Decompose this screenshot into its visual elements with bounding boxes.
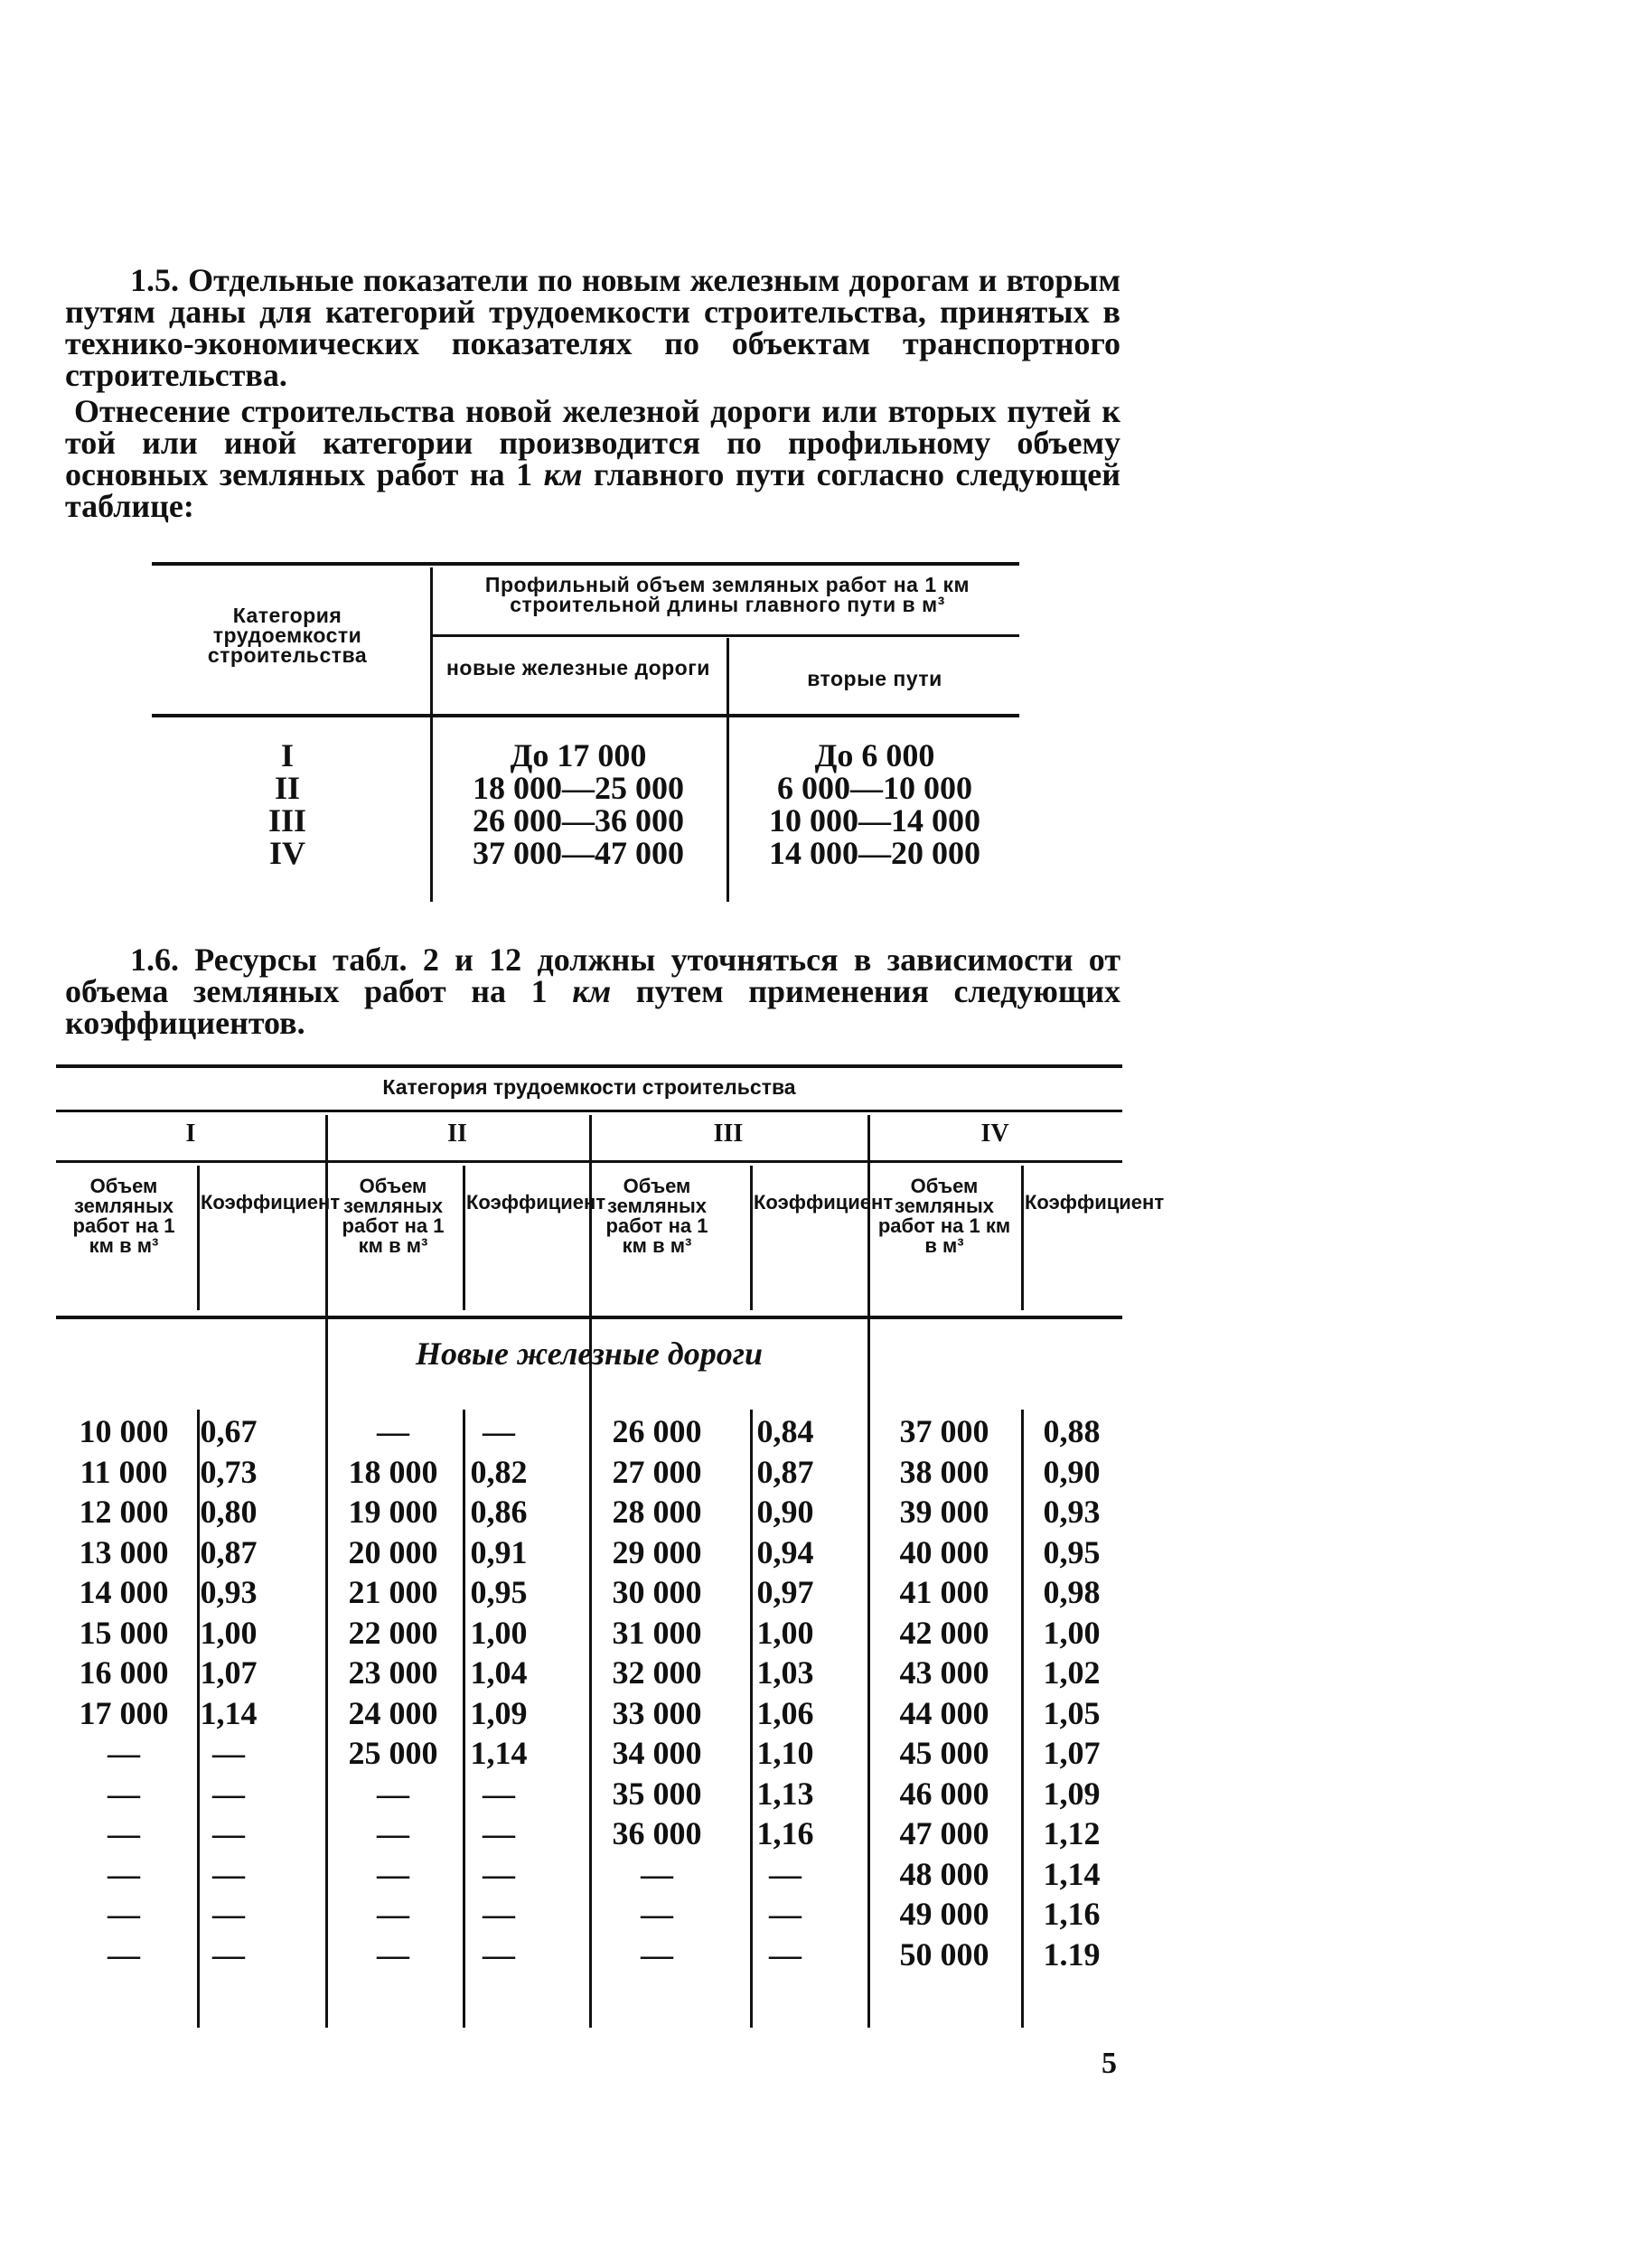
table2-column-divider [1021,1166,1024,1310]
table2-coefficient-cell: 0,88 [1043,1413,1101,1449]
table2-coefficient-cell: 1,02 [1043,1654,1101,1691]
table2-volume-cell: 25 000 [348,1735,438,1771]
table2-coefficient-cell: — [483,1413,515,1449]
table2-volume-cell: 21 000 [348,1574,438,1610]
table2-volume-cell: — [108,1855,140,1892]
table2-coefficient-cell: 1,14 [1043,1855,1101,1892]
table-rule [152,562,1019,566]
table2-volume-cell: 37 000 [899,1413,989,1449]
table2-volume-cell: 42 000 [899,1614,989,1651]
table2-volume-cell: 38 000 [899,1453,989,1490]
table2-volume-cell: 12 000 [79,1494,169,1530]
table2-coefficient-cell: 1,10 [756,1735,814,1771]
table2-coefficient-header: Коэффициент [201,1191,341,1214]
table2-coefficient-cell: — [212,1775,245,1812]
table-column-divider [430,567,433,902]
table2-volume-cell: 24 000 [348,1694,438,1731]
table2-volume-cell: 22 000 [348,1614,438,1651]
table2-coefficient-cell: — [483,1935,515,1973]
table2-volume-cell: 23 000 [348,1654,438,1691]
table2-volume-cell: 13 000 [79,1533,169,1570]
table2-volume-cell: 14 000 [79,1574,169,1610]
table2-volume-cell: — [641,1896,673,1932]
table2-coefficient-cell: 1,12 [1043,1815,1101,1851]
table2-volume-cell: 33 000 [612,1694,702,1731]
table2-coefficient-cell: 0,90 [756,1494,814,1530]
table2-volume-header: Объем земляных работ на 1 км в м³ [72,1175,175,1257]
header-second-tracks: вторые пути [807,667,942,690]
table1-category-cell: III [267,802,307,839]
table1-category-cell: IV [268,835,305,871]
table2-volume-cell: 32 000 [612,1654,702,1691]
table2-volume-cell: 48 000 [899,1855,989,1892]
table2-volume-cell: 36 000 [612,1815,702,1851]
table2-coefficient-cell: 0,82 [470,1453,528,1490]
table-rule [56,1110,1122,1112]
table2-volume-cell: 17 000 [79,1694,169,1731]
table2-coefficient-cell: 0,90 [1043,1453,1101,1490]
table2-volume-cell: 47 000 [899,1815,989,1851]
table2-volume-cell: 43 000 [899,1654,989,1691]
table1-new-roads-cell: До 17 000 [510,737,647,773]
table2-volume-cell: 44 000 [899,1694,989,1731]
table2-volume-cell: 35 000 [612,1775,702,1812]
table2-coefficient-cell: — [483,1775,515,1812]
table2-volume-header: Объем земляных работ на 1 км в м³ [877,1175,1011,1257]
table-rule [56,1064,1122,1068]
table2-volume-cell: — [108,1935,140,1973]
table2-coefficient-cell: 0,86 [470,1494,528,1530]
table2-coefficient-cell: 0,91 [470,1533,528,1570]
table-rule [152,714,1019,717]
table2-volume-cell: — [377,1896,409,1932]
table2-column-divider [750,1166,753,1310]
table2-coefficient-cell: 1,00 [200,1614,258,1651]
table2-coefficient-cell: 1,09 [470,1694,528,1731]
header-category: Категория трудоемкости строительства [207,604,368,667]
table2-coefficient-cell: — [483,1855,515,1892]
table2-coefficient-cell: 0,73 [200,1453,258,1490]
table2-volume-cell: 27 000 [612,1453,702,1490]
table2-coefficient-cell: 1,07 [1043,1735,1101,1771]
table1-new-roads-cell: 26 000—36 000 [473,802,684,839]
table1-second-tracks-cell: 14 000—20 000 [769,835,980,871]
table2-volume-header: Объем земляных работ на 1 км в м³ [605,1175,708,1257]
paragraph-1-5-continued [65,393,1121,524]
table2-volume-cell: — [377,1775,409,1812]
table2-coefficient-cell: 1,09 [1043,1775,1101,1812]
table2-coefficient-cell: 1,14 [200,1694,258,1731]
table1-category-cell: I [280,737,294,773]
table2-volume-cell: — [377,1413,409,1449]
table2-volume-cell: 10 000 [79,1413,169,1449]
table-column-divider [727,638,729,902]
table2-volume-cell: — [108,1775,140,1812]
p3-text-a: 1.6. Ресурсы табл. 2 и 12 должны уточняться в зависимости от объема земляных работ на 1 [65,942,1120,1009]
table2-coefficient-cell: 1,16 [1043,1896,1101,1932]
p2-text-b: главного пути согласно следующей таблице: [65,456,1121,524]
table2-volume-cell: — [377,1815,409,1851]
table2-coefficient-cell: 1,03 [756,1654,814,1691]
table1-second-tracks-cell: 10 000—14 000 [769,802,980,839]
table2-volume-cell: 16 000 [79,1654,169,1691]
table1-second-tracks-cell: До 6 000 [814,737,935,773]
table2-volume-cell: 49 000 [899,1896,989,1932]
p2-unit-km: км [543,456,583,492]
table2-coefficient-cell: — [483,1896,515,1932]
table2-coefficient-cell: 0,98 [1043,1574,1101,1610]
table2-category-label: II [447,1120,467,1148]
table2-coefficient-cell: 0,97 [756,1574,814,1610]
table2-coefficient-cell: 1,16 [756,1815,814,1851]
table2-volume-cell: 26 000 [612,1413,702,1449]
p3-unit-km: км [572,973,612,1009]
table2-volume-cell: 29 000 [612,1533,702,1570]
table2-coefficient-cell: — [212,1896,245,1932]
table2-coefficient-cell: 0,80 [200,1494,258,1530]
table2-coefficient-cell: 1,00 [470,1614,528,1651]
table2-coefficient-cell: — [212,1935,245,1973]
table2-coefficient-cell: 0,67 [200,1413,258,1449]
p3-text-b: путем применения следующих коэффициентов. [65,973,1120,1041]
table2-volume-cell: 45 000 [899,1735,989,1771]
table1-new-roads-cell: 37 000—47 000 [473,835,684,871]
table2-coefficient-cell: 1,00 [756,1614,814,1651]
table2-coefficient-header: Коэффициент [754,1191,894,1214]
table2-volume-cell: 40 000 [899,1533,989,1570]
table2-coefficient-cell: 0,95 [1043,1533,1101,1570]
table2-coefficient-cell: 1,07 [200,1654,258,1691]
paragraph-1-5: 1.5. Отдельные показатели по новым железным дорогам и вторым путям даны для категорий трудоемкости строительства, принятых в технико-экономических показателях по объектам транспортного строительства. [65,262,1120,393]
table2-volume-cell: — [108,1896,140,1932]
table2-volume-cell: — [377,1935,409,1973]
table2-volume-cell: — [377,1855,409,1892]
table2-volume-cell: 34 000 [612,1735,702,1771]
page-number: 5 [1102,2047,1117,2080]
table2-volume-cell: 18 000 [348,1453,438,1490]
table2-category-label: I [185,1120,196,1148]
table2-header: Категория трудоемкости строительства [382,1075,796,1099]
table2-coefficient-cell: 0,93 [1043,1494,1101,1530]
table2-category-label: IV [980,1120,1009,1148]
table2-coefficient-cell: 1,00 [1043,1614,1101,1651]
table2-coefficient-cell: — [212,1855,245,1892]
table2-coefficient-cell: — [483,1815,515,1851]
table2-volume-cell: 15 000 [79,1614,169,1651]
table2-column-divider [197,1166,200,1310]
table2-coefficient-cell: 0,95 [470,1574,528,1610]
table2-coefficient-cell: 1,14 [470,1735,528,1771]
paragraph-1-6 [65,944,1120,1039]
table2-volume-cell: 30 000 [612,1574,702,1610]
table2-coefficient-cell: 1,06 [756,1694,814,1731]
table2-coefficient-cell: — [769,1935,802,1973]
table2-coefficient-header: Коэффициент [466,1191,606,1214]
table2-volume-cell: 31 000 [612,1614,702,1651]
table2-coefficient-cell: — [212,1735,245,1771]
table2-volume-cell: 28 000 [612,1494,702,1530]
table2-coefficient-cell: 0,87 [200,1533,258,1570]
table2-coefficient-cell: — [212,1815,245,1851]
p2-text-a: Отнесение строительства новой железной дороги или вторых путей к той или иной категории производится по профильному объему основных земляных работ на 1 [65,393,1120,492]
table2-volume-cell: — [108,1735,140,1771]
table1-category-cell: II [274,770,301,806]
table2-coefficient-cell: — [769,1855,802,1892]
table2-coefficient-cell: 1.19 [1043,1935,1101,1973]
table2-coefficient-cell: 1,13 [756,1775,814,1812]
table2-coefficient-cell: 0,94 [756,1533,814,1570]
table2-coefficient-cell: 0,84 [756,1413,814,1449]
coefficient-table [56,1064,1165,2031]
section-title-new-roads: Новые железные дороги [415,1335,764,1372]
table2-coefficient-header: Коэффициент [1025,1191,1165,1214]
table2-coefficient-cell: 1,04 [470,1654,528,1691]
header-volume: Профильный объем земляных работ на 1 км строительной длины главного пути в м³ [484,573,970,616]
table2-volume-cell: 20 000 [348,1533,438,1570]
table2-volume-header: Объем земляных работ на 1 км в м³ [342,1175,445,1257]
table2-volume-cell: 39 000 [899,1494,989,1530]
table2-volume-cell: 41 000 [899,1574,989,1610]
category-table [152,562,1019,905]
table2-volume-cell: — [641,1855,673,1892]
table2-volume-cell: — [108,1815,140,1851]
table-rule [432,634,1019,637]
table2-coefficient-cell: 0,93 [200,1574,258,1610]
table2-volume-cell: 50 000 [899,1935,989,1973]
table2-coefficient-cell: — [769,1896,802,1932]
table2-coefficient-cell: 0,87 [756,1453,814,1490]
table1-new-roads-cell: 18 000—25 000 [473,770,684,806]
table1-second-tracks-cell: 6 000—10 000 [777,770,972,806]
table2-category-label: III [713,1120,744,1148]
table2-volume-cell: 46 000 [899,1775,989,1812]
table2-column-divider [463,1166,465,1310]
table2-volume-cell: 19 000 [348,1494,438,1530]
table2-volume-cell: — [641,1935,673,1973]
header-new-roads: новые железные дороги [446,656,710,679]
table2-volume-cell: 11 000 [80,1453,168,1490]
table2-coefficient-cell: 1,05 [1043,1694,1101,1731]
